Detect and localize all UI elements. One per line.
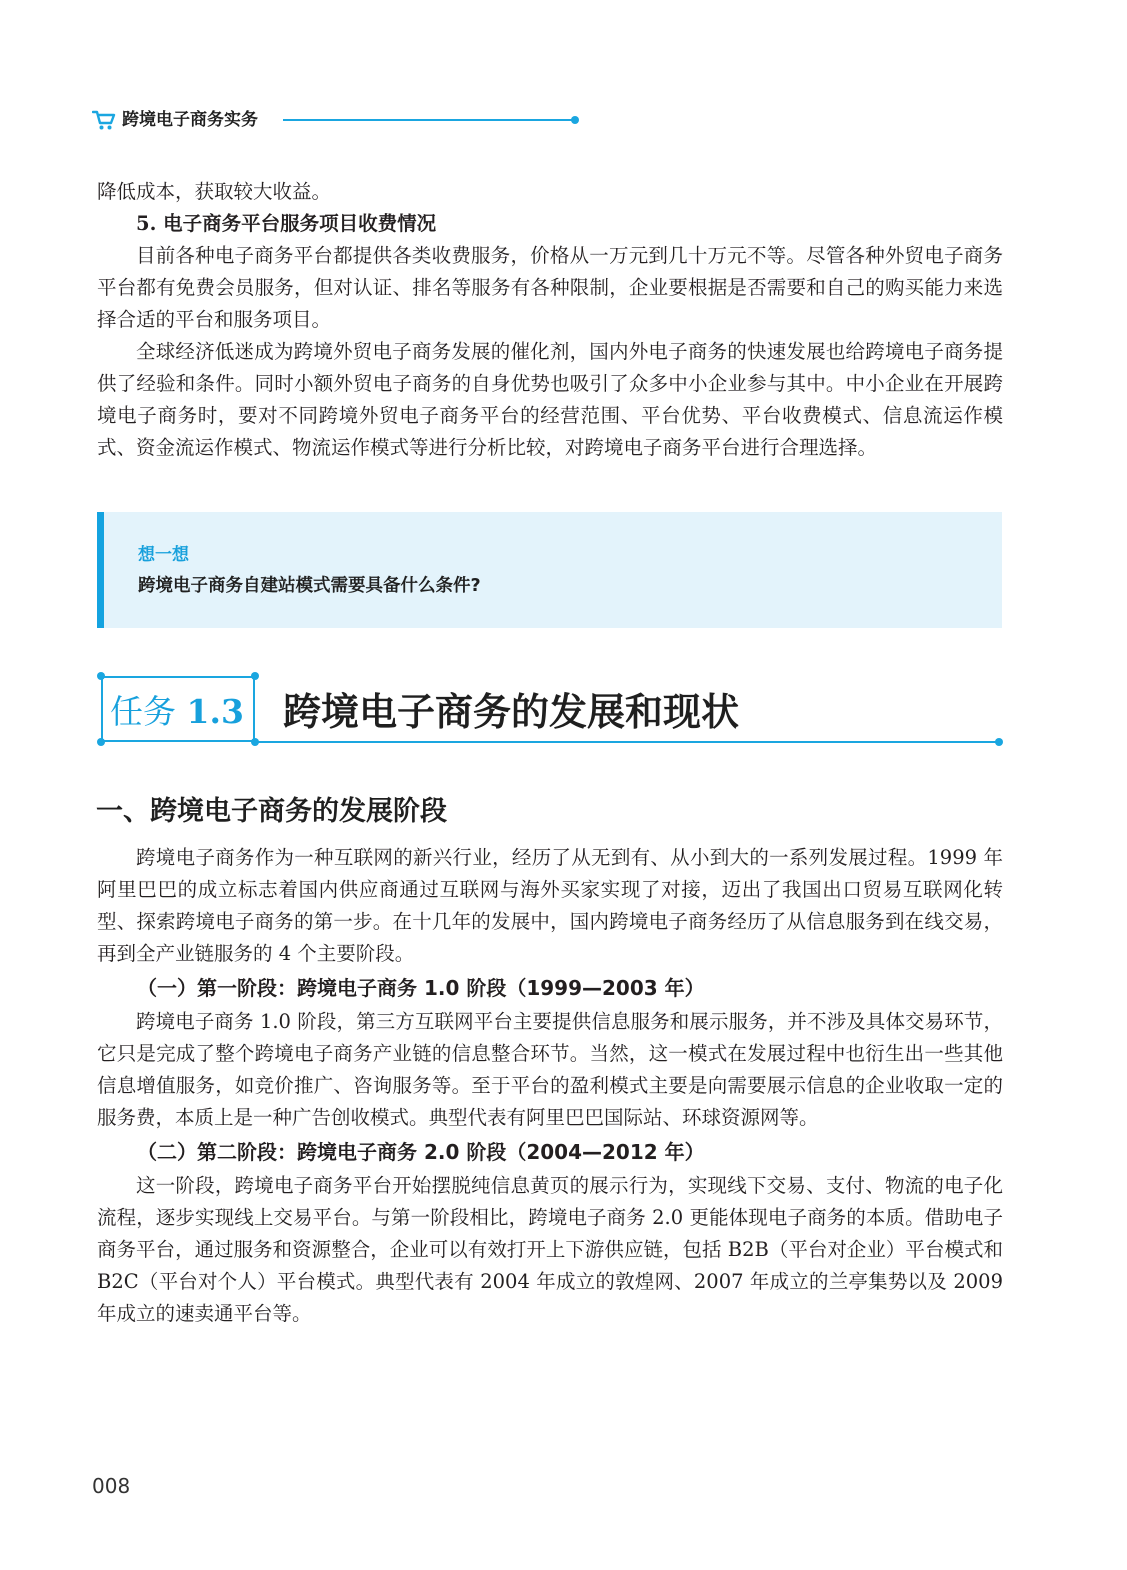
running-header-title: 跨境电子商务实务 xyxy=(122,110,258,130)
task-box-corner-dot xyxy=(97,672,105,680)
task-box-corner-dot xyxy=(251,672,259,680)
think-box xyxy=(97,512,1002,628)
header-rule xyxy=(283,119,573,121)
think-box-title: 想一想 xyxy=(138,545,189,565)
stage1-heading: （一）第一阶段：跨境电子商务 1.0 阶段（1999—2003 年） xyxy=(137,976,705,1000)
think-box-question: 跨境电子商务自建站模式需要具备什么条件? xyxy=(138,576,481,596)
body-block-1 xyxy=(97,176,1003,464)
task-box-corner-dot xyxy=(97,738,105,746)
paragraph-platform-fees: 目前各种电子商务平台都提供各类收费服务，价格从一万元到几十万元不等。尽管各种外贸电子商务平台都有免费会员服务，但对认证、排名等服务有各种限制，企业要根据是否需要和自己的购买能力来选择合适的平台和服务项目。 xyxy=(97,244,1003,331)
continuation-text: 降低成本，获取较大收益。 xyxy=(97,180,332,203)
task-label-word: 任务 xyxy=(110,692,176,731)
paragraph-stage1: 跨境电子商务 1.0 阶段，第三方互联网平台主要提供信息服务和展示服务，并不涉及具体交易环节，它只是完成了整个跨境电子商务产业链的信息整合环节。当然，这一模式在发展过程中也衍生出一些其他信息增值服务，如竞价推广、咨询服务等。至于平台的盈利模式主要是向需要展示信息的企业收取一定的服务费，本质上是一种广告创收模式。典型代表有阿里巴巴国际站、环球资源网等。 xyxy=(97,1010,1003,1129)
task-number: 1.3 xyxy=(186,692,244,731)
task-rule-dot xyxy=(995,738,1003,746)
subheading-platform-fees: 5. 电子商务平台服务项目收费情况 xyxy=(136,212,437,235)
shopping-cart-icon xyxy=(92,108,116,132)
paragraph-stage2: 这一阶段，跨境电子商务平台开始摆脱纯信息黄页的展示行为，实现线下交易、支付、物流的电子化流程，逐步实现线上交易平台。与第一阶段相比，跨境电子商务 2.0 更能体现电子商务的本质。借助电子商务平台，通过服务和资源整合，企业可以有效打开上下游供应链，包括 B2B（平台对企业）平台模式和 B2C（平台对个人）平台模式。典型代表有 2004 年成立的敦煌网、2007 年成立的兰亭集势以及 2009 年成立的速卖通平台等。 xyxy=(97,1174,1003,1325)
paragraph-development-intro: 跨境电子商务作为一种互联网的新兴行业，经历了从无到有、从小到大的一系列发展过程。1999 年阿里巴巴的成立标志着国内供应商通过互联网与海外买家实现了对接，迈出了我国出口贸易互联网化转型、探索跨境电子商务的第一步。在十几年的发展中，国内跨境电子商务经历了从信息服务到在线交易，再到全产业链服务的 4 个主要阶段。 xyxy=(97,846,1003,965)
body-block-2 xyxy=(97,842,1003,1330)
section-heading: 一、跨境电子商务的发展阶段 xyxy=(96,796,447,827)
paragraph-platform-selection: 全球经济低迷成为跨境外贸电子商务发展的催化剂，国内外电子商务的快速发展也给跨境电子商务提供了经验和条件。同时小额外贸电子商务的自身优势也吸引了众多中小企业参与其中。中小企业在开展跨境电子商务时，要对不同跨境外贸电子商务平台的经营范围、平台优势、平台收费模式、信息流运作模式、资金流运作模式、物流运作模式等进行分析比较，对跨境电子商务平台进行合理选择。 xyxy=(97,340,1003,459)
page-number: 008 xyxy=(92,1474,131,1498)
task-title: 跨境电子商务的发展和现状 xyxy=(283,690,740,734)
header-rule-dot xyxy=(571,116,579,124)
task-label xyxy=(110,690,244,734)
stage2-heading: （二）第二阶段：跨境电子商务 2.0 阶段（2004—2012 年） xyxy=(137,1140,705,1164)
task-rule xyxy=(255,741,997,743)
